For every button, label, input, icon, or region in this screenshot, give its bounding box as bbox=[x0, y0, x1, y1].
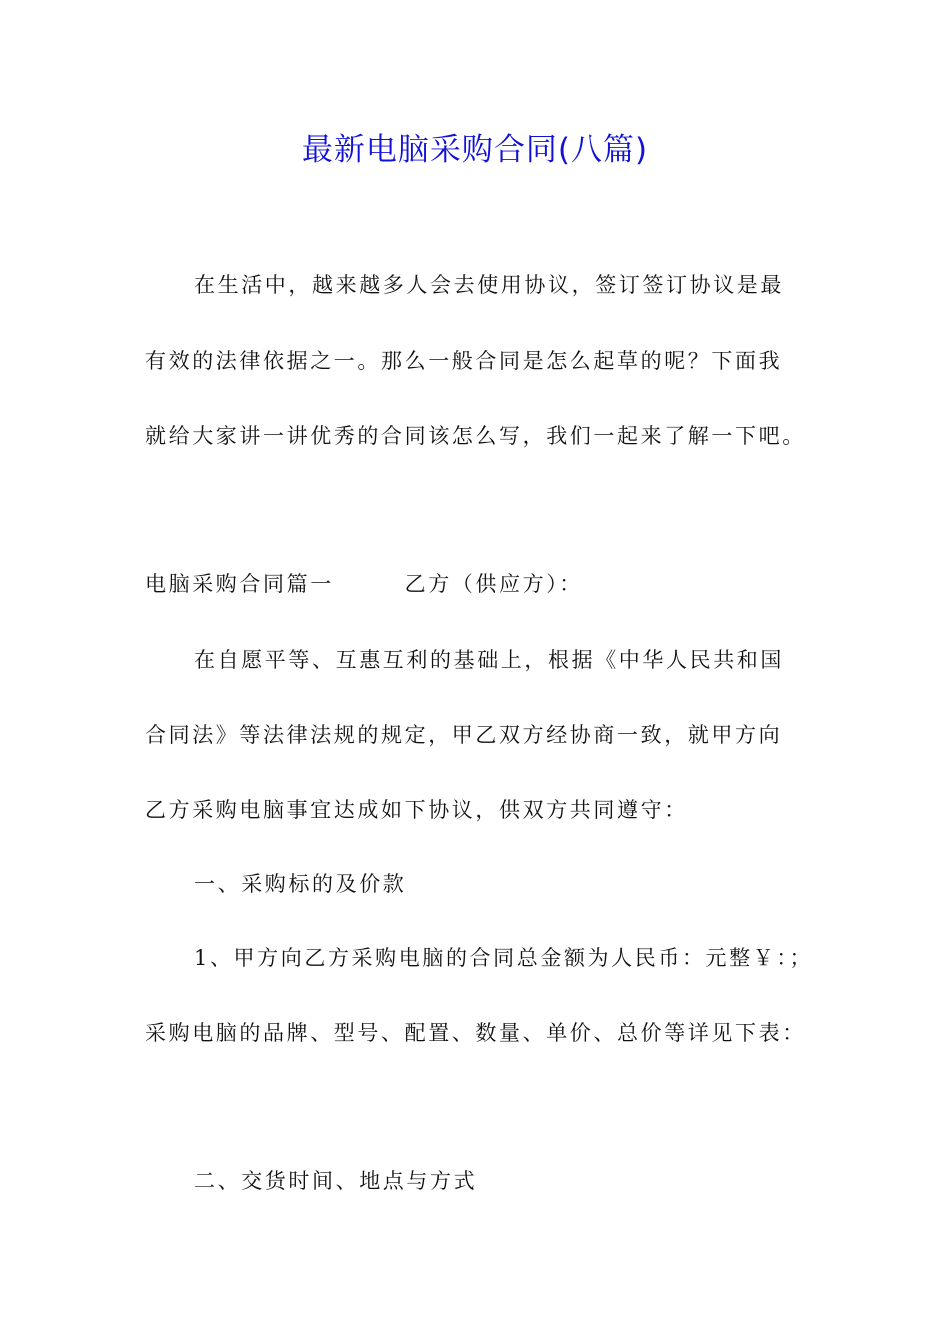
section-heading: 电脑采购合同篇一 乙方（供应方）： bbox=[145, 572, 583, 596]
intro-line-1: 在生活中，越来越多人会去使用协议，签订签订协议是最 bbox=[194, 273, 784, 297]
document-title: 最新电脑采购合同(八篇) bbox=[301, 132, 649, 168]
clause-1-heading: 一、采购标的及价款 bbox=[194, 872, 407, 896]
clause-1-line-2: 采购电脑的品牌、型号、配置、数量、单价、总价等详见下表： bbox=[145, 1021, 806, 1045]
body-line-3: 乙方采购电脑事宜达成如下协议，供双方共同遵守： bbox=[145, 798, 688, 822]
clause-1-line-1: 1、甲方向乙方采购电脑的合同总金额为人民币：元整￥：； bbox=[194, 946, 814, 970]
clause-2-heading: 二、交货时间、地点与方式 bbox=[194, 1169, 478, 1193]
intro-line-2: 有效的法律依据之一。那么一般合同是怎么起草的呢？下面我 bbox=[145, 349, 783, 373]
intro-line-3: 就给大家讲一讲优秀的合同该怎么写，我们一起来了解一下吧。 bbox=[145, 424, 806, 448]
body-line-2: 合同法》等法律法规的规定，甲乙双方经协商一致，就甲方向 bbox=[145, 723, 783, 747]
body-line-1: 在自愿平等、互惠互利的基础上，根据《中华人民共和国 bbox=[194, 648, 784, 672]
